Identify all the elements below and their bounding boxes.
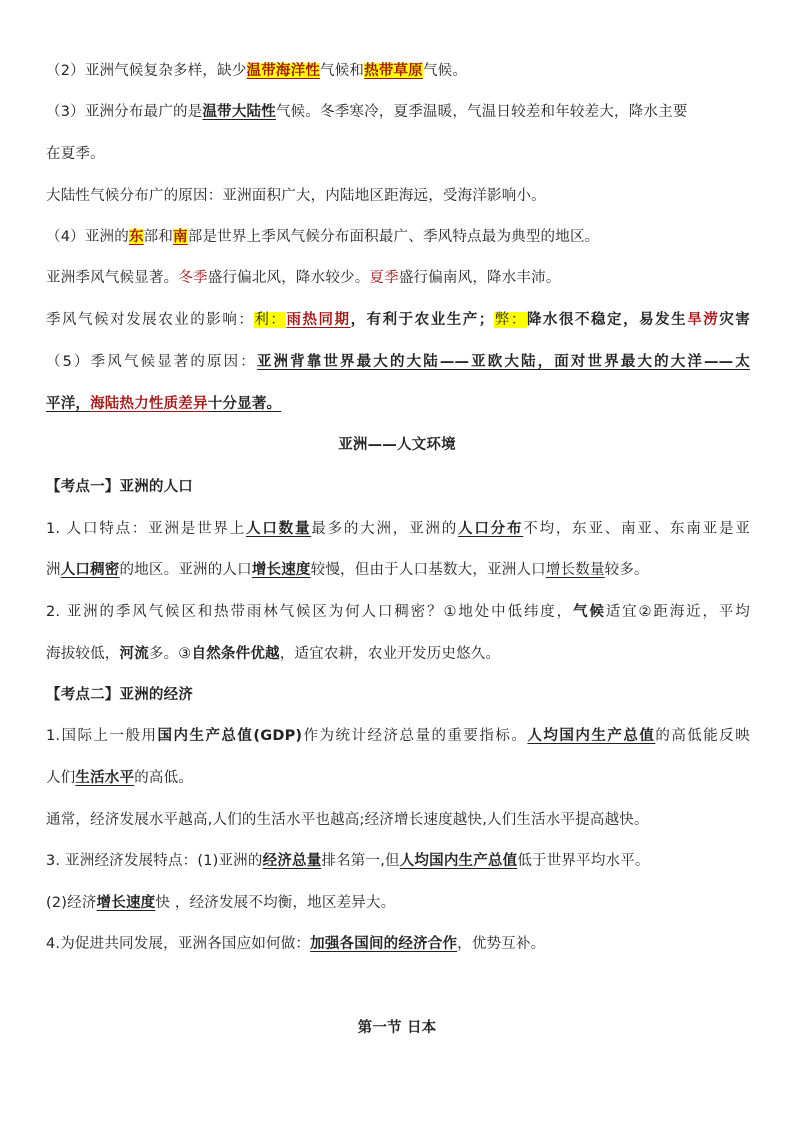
paragraph-economy-3: 3. 亚洲经济发展特点：(1)亚洲的经济总量排名第一,但人均国内生产总值低于世界平均水平。 bbox=[46, 853, 650, 869]
kaodian-2-heading: 【考点二】亚洲的经济 bbox=[46, 687, 193, 703]
paragraph-population-2: 2. 亚洲的季风气候区和热带雨林气候区为何人口稠密？①地处中低纬度，气候适宜②距海近，平均 bbox=[46, 604, 750, 620]
paragraph-climate-4: （4）亚洲的东部和南部是世界上季风气候分布面积最广、季风特点最为典型的地区。 bbox=[46, 229, 600, 245]
paragraph-population-1-cont: 洲人口稠密的地区。亚洲的人口增长速度较慢，但由于人口基数大，亚洲人口增长数量较多。 bbox=[46, 562, 649, 578]
kaodian-1-heading: 【考点一】亚洲的人口 bbox=[46, 479, 193, 495]
paragraph-climate-2: （2）亚洲气候复杂多样，缺少温带海洋性气候和热带草原气候。 bbox=[46, 63, 468, 79]
section-title-human-environment: 亚洲——人文环境 bbox=[338, 437, 456, 453]
paragraph-climate-3-cont: 在夏季。 bbox=[46, 146, 105, 162]
paragraph-economy-note: 通常，经济发展水平越高,人们的生活水平也越高;经济增长速度越快,人们生活水平提高越快。 bbox=[46, 812, 649, 828]
section-title-japan: 第一节 日本 bbox=[357, 1020, 437, 1036]
paragraph-economy-1: 1.国际上一般用国内生产总值(GDP)作为统计经济总量的重要指标。人均国内生产总值的高低能反映 bbox=[46, 728, 750, 744]
paragraph-climate-5: （5）季风气候显著的原因：亚洲背靠世界最大的大陆——亚欧大陆，面对世界最大的大洋——太 bbox=[46, 354, 750, 370]
paragraph-economy-3-cont: (2)经济增长速度快 ，经济发展不均衡，地区差异大。 bbox=[46, 895, 396, 911]
paragraph-economy-4: 4.为促进共同发展，亚洲各国应如何做：加强各国间的经济合作，优势互补。 bbox=[46, 936, 546, 952]
paragraph-monsoon: 亚洲季风气候显著。冬季盛行偏北风，降水较少。夏季盛行偏南风，降水丰沛。 bbox=[46, 270, 561, 286]
paragraph-economy-1-cont: 人们生活水平的高低。 bbox=[46, 770, 194, 786]
paragraph-climate-5-cont: 平洋，海陆热力性质差异十分显著。 bbox=[46, 396, 282, 412]
paragraph-climate-3: （3）亚洲分布最广的是温带大陆性气候。冬季寒冷，夏季温暖，气温日较差和年较差大，降水主要 bbox=[46, 104, 688, 120]
paragraph-continental-reason: 大陆性气候分布广的原因：亚洲面积广大，内陆地区距海远，受海洋影响小。 bbox=[46, 188, 546, 204]
paragraph-population-2-cont: 海拔较低，河流多。③自然条件优越，适宜农耕，农业开发历史悠久。 bbox=[46, 646, 501, 662]
paragraph-monsoon-agriculture: 季风气候对发展农业的影响：利：雨热同期，有利于农业生产；弊：降水很不稳定，易发生旱涝灾害 bbox=[46, 312, 750, 328]
paragraph-population-1: 1. 人口特点：亚洲是世界上人口数量最多的大洲，亚洲的人口分布不均，东亚、南亚、东南亚是亚 bbox=[46, 521, 750, 537]
